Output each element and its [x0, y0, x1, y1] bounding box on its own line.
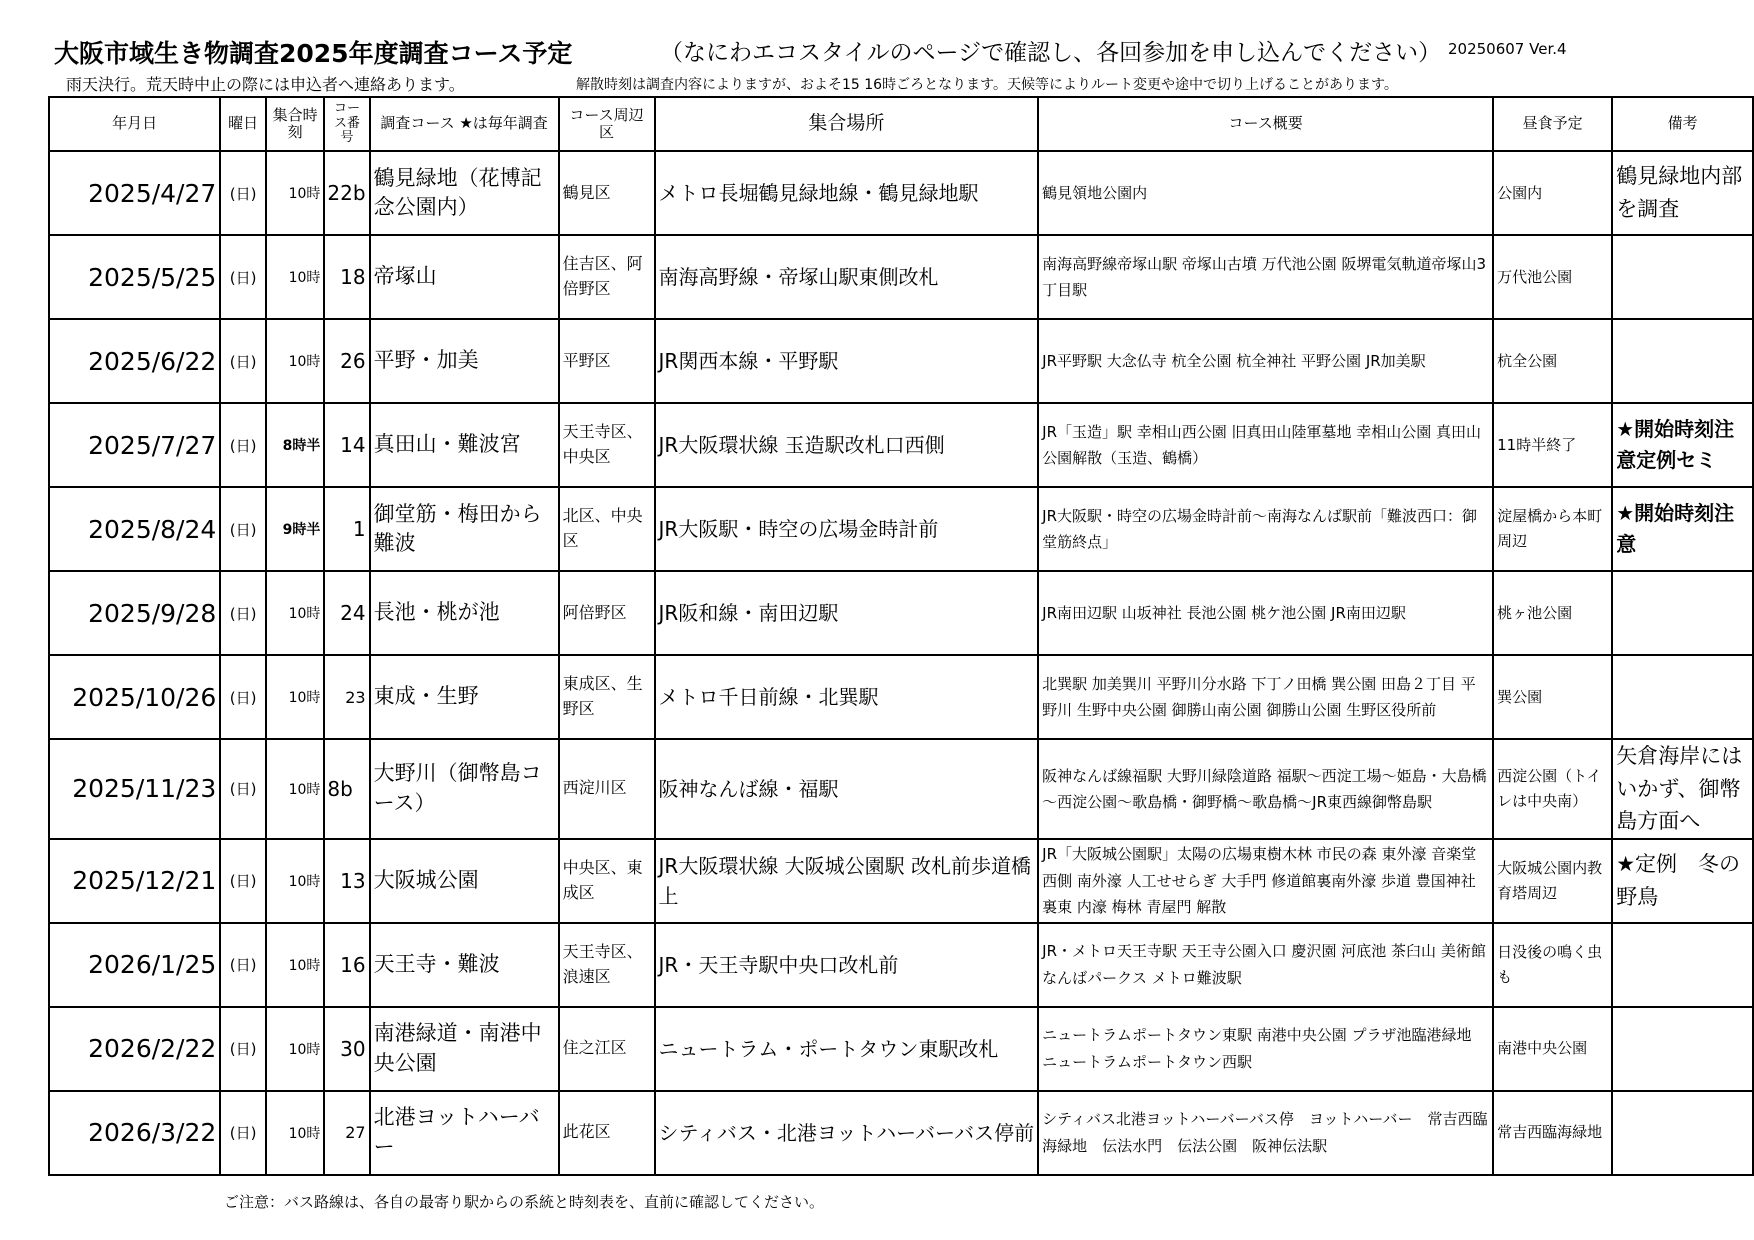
overview-cell: JR南田辺駅 山坂神社 長池公園 桃ケ池公園 JR南田辺駅: [1038, 571, 1493, 655]
remarks-cell: [1612, 923, 1753, 1007]
meeting-place-cell: 阪神なんば線・福駅: [655, 739, 1039, 839]
meeting-place-cell: 南海高野線・帝塚山駅東側改札: [655, 235, 1039, 319]
day-cell: (日): [220, 151, 266, 235]
date-cell: 2025/8/24: [49, 487, 220, 571]
overview-cell: シティバス北港ヨットハーバーバス停 ヨットハーバー 常吉西臨海緑地 伝法水門 伝法公園 阪神伝法駅: [1038, 1091, 1493, 1175]
day-cell: (日): [220, 739, 266, 839]
overview-cell: JR大阪駅・時空の広場金時計前～南海なんば駅前「難波西口：御堂筋終点」: [1038, 487, 1493, 571]
course-cell: 北港ヨットハーバー: [370, 1091, 559, 1175]
table-row: [49, 1007, 1753, 1091]
time-cell: 10時: [266, 1091, 325, 1175]
col-header-course: 調査コース ★は毎年調査: [370, 97, 559, 151]
course-cell: 御堂筋・梅田から難波: [370, 487, 559, 571]
course-cell: 帝塚山: [370, 235, 559, 319]
lunch-cell: 桃ヶ池公園: [1493, 571, 1612, 655]
table-row: [49, 403, 1753, 487]
lunch-cell: 日没後の鳴く虫も: [1493, 923, 1612, 1007]
area-cell: 西淀川区: [559, 739, 655, 839]
area-cell: 天王寺区、中央区: [559, 403, 655, 487]
course-cell: 鶴見緑地（花博記念公園内）: [370, 151, 559, 235]
table-row: [49, 1091, 1753, 1175]
course-number-cell: 1: [324, 487, 369, 571]
day-cell: (日): [220, 655, 266, 739]
page-subtitle: （なにわエコスタイルのページで確認し、各回参加を申し込んでください）: [660, 40, 1442, 66]
day-cell: (日): [220, 571, 266, 655]
meeting-place-cell: JR・天王寺駅中央口改札前: [655, 923, 1039, 1007]
date-cell: 2025/12/21: [49, 839, 220, 923]
meeting-place-cell: シティバス・北港ヨットハーバーバス停前: [655, 1091, 1039, 1175]
weather-note: 雨天決行。荒天時中止の際には申込者へ連絡あります。: [66, 75, 465, 94]
meeting-place-cell: JR大阪環状線 大阪城公園駅 改札前歩道橋上: [655, 839, 1039, 923]
course-cell: 天王寺・難波: [370, 923, 559, 1007]
course-cell: 真田山・難波宮: [370, 403, 559, 487]
page-title: 大阪市域生き物調査2025年度調査コース予定: [54, 39, 573, 68]
time-cell: 10時: [266, 319, 325, 403]
day-cell: (日): [220, 923, 266, 1007]
course-number-cell: 30: [324, 1007, 369, 1091]
overview-cell: 鶴見領地公園内: [1038, 151, 1493, 235]
course-cell: 大阪城公園: [370, 839, 559, 923]
remarks-cell: 鶴見緑地内部を調査: [1612, 151, 1753, 235]
course-cell: 長池・桃が池: [370, 571, 559, 655]
col-header-course-number: コース番号: [324, 97, 369, 151]
course-cell: 東成・生野: [370, 655, 559, 739]
remarks-cell: ★開始時刻注意: [1612, 487, 1753, 571]
meeting-place-cell: JR阪和線・南田辺駅: [655, 571, 1039, 655]
date-cell: 2025/10/26: [49, 655, 220, 739]
time-cell: 10時: [266, 151, 325, 235]
course-number-cell: 27: [324, 1091, 369, 1175]
remarks-cell: [1612, 1091, 1753, 1175]
overview-cell: 阪神なんば線福駅 大野川緑陰道路 福駅～西淀工場～姫島・大島橋～西淀公園～歌島橋・御野橋～歌島橋～JR東西線御幣島駅: [1038, 739, 1493, 839]
overview-cell: JR「玉造」駅 幸相山西公園 旧真田山陸軍墓地 幸相山公園 真田山公園解散（玉造、鶴橋）: [1038, 403, 1493, 487]
meeting-place-cell: ニュートラム・ポートタウン東駅改札: [655, 1007, 1039, 1091]
table-row: [49, 839, 1753, 923]
course-number-cell: 23: [324, 655, 369, 739]
remarks-cell: [1612, 235, 1753, 319]
area-cell: 住吉区、阿倍野区: [559, 235, 655, 319]
col-header-day: 曜日: [220, 97, 266, 151]
col-header-remarks: 備考: [1612, 97, 1753, 151]
course-number-cell: 16: [324, 923, 369, 1007]
date-cell: 2025/5/25: [49, 235, 220, 319]
remarks-cell: ★開始時刻注意定例セミ: [1612, 403, 1753, 487]
day-cell: (日): [220, 1091, 266, 1175]
dismissal-note: 解散時刻は調査内容によりますが、およそ15 16時ごろとなります。天候等によりルート変更や途中で切り上げることがあります。: [576, 77, 1398, 93]
col-header-time: 集合時刻: [266, 97, 325, 151]
area-cell: 鶴見区: [559, 151, 655, 235]
meeting-place-cell: JR関西本線・平野駅: [655, 319, 1039, 403]
day-cell: (日): [220, 487, 266, 571]
day-cell: (日): [220, 319, 266, 403]
date-cell: 2025/11/23: [49, 739, 220, 839]
area-cell: 平野区: [559, 319, 655, 403]
table-row: [49, 655, 1753, 739]
table-row: [49, 739, 1753, 839]
date-cell: 2025/4/27: [49, 151, 220, 235]
time-cell: 10時: [266, 655, 325, 739]
overview-cell: 南海高野線帝塚山駅 帝塚山古墳 万代池公園 阪堺電気軌道帝塚山3丁目駅: [1038, 235, 1493, 319]
time-cell: 10時: [266, 739, 325, 839]
table-row: [49, 571, 1753, 655]
bus-route-note: ご注意：バス路線は、各自の最寄り駅からの系統と時刻表を、直前に確認してください。: [224, 1193, 825, 1211]
time-cell: 8時半: [266, 403, 325, 487]
course-number-cell: 8b: [324, 739, 369, 839]
lunch-cell: 公園内: [1493, 151, 1612, 235]
date-cell: 2026/1/25: [49, 923, 220, 1007]
lunch-cell: 万代池公園: [1493, 235, 1612, 319]
area-cell: 北区、中央区: [559, 487, 655, 571]
overview-cell: 北巽駅 加美巽川 平野川分水路 下丁ノ田橋 巽公園 田島２丁目 平野川 生野中央公園 御勝山南公園 御勝山公園 生野区役所前: [1038, 655, 1493, 739]
area-cell: 住之江区: [559, 1007, 655, 1091]
header-row: [49, 97, 1753, 151]
overview-cell: JR平野駅 大念仏寺 杭全公園 杭全神社 平野公園 JR加美駅: [1038, 319, 1493, 403]
table-row: [49, 923, 1753, 1007]
lunch-cell: 西淀公園（トイレは中央南）: [1493, 739, 1612, 839]
lunch-cell: 11時半終了: [1493, 403, 1612, 487]
time-cell: 10時: [266, 1007, 325, 1091]
course-cell: 平野・加美: [370, 319, 559, 403]
lunch-cell: 巽公園: [1493, 655, 1612, 739]
time-cell: 10時: [266, 235, 325, 319]
course-number-cell: 14: [324, 403, 369, 487]
overview-cell: JR「大阪城公園駅」太陽の広場東樹木林 市民の森 東外濠 音楽堂西側 南外濠 人工せせらぎ 大手門 修道館裏南外濠 歩道 豊国神社裏東 内濠 梅林 青屋門 解散: [1038, 839, 1493, 923]
area-cell: 阿倍野区: [559, 571, 655, 655]
course-cell: 大野川（御幣島コース）: [370, 739, 559, 839]
col-header-lunch: 昼食予定: [1493, 97, 1612, 151]
remarks-cell: [1612, 319, 1753, 403]
col-header-overview: コース概要: [1038, 97, 1493, 151]
version-label: 20250607 Ver.4: [1448, 40, 1567, 58]
table-row: [49, 151, 1753, 235]
date-cell: 2025/9/28: [49, 571, 220, 655]
time-cell: 10時: [266, 571, 325, 655]
table-row: [49, 487, 1753, 571]
table-row: [49, 319, 1753, 403]
area-cell: 此花区: [559, 1091, 655, 1175]
lunch-cell: 淀屋橋から本町周辺: [1493, 487, 1612, 571]
overview-cell: JR・メトロ天王寺駅 天王寺公園入口 慶沢園 河底池 茶臼山 美術館 なんばパークス メトロ難波駅: [1038, 923, 1493, 1007]
lunch-cell: 常吉西臨海緑地: [1493, 1091, 1612, 1175]
remarks-cell: [1612, 655, 1753, 739]
day-cell: (日): [220, 235, 266, 319]
area-cell: 中央区、東成区: [559, 839, 655, 923]
meeting-place-cell: JR大阪環状線 玉造駅改札口西側: [655, 403, 1039, 487]
date-cell: 2026/2/22: [49, 1007, 220, 1091]
day-cell: (日): [220, 403, 266, 487]
meeting-place-cell: メトロ千日前線・北巽駅: [655, 655, 1039, 739]
col-header-meeting-place: 集合場所: [655, 97, 1039, 151]
day-cell: (日): [220, 1007, 266, 1091]
meeting-place-cell: メトロ長堀鶴見緑地線・鶴見緑地駅: [655, 151, 1039, 235]
remarks-cell: [1612, 571, 1753, 655]
remarks-cell: ★定例 冬の野鳥: [1612, 839, 1753, 923]
course-cell: 南港緑道・南港中央公園: [370, 1007, 559, 1091]
date-cell: 2026/3/22: [49, 1091, 220, 1175]
lunch-cell: 南港中央公園: [1493, 1007, 1612, 1091]
area-cell: 東成区、生野区: [559, 655, 655, 739]
day-cell: (日): [220, 839, 266, 923]
course-number-cell: 13: [324, 839, 369, 923]
remarks-cell: 矢倉海岸にはいかず、御幣島方面へ: [1612, 739, 1753, 839]
date-cell: 2025/6/22: [49, 319, 220, 403]
table-row: [49, 235, 1753, 319]
course-number-cell: 22b: [324, 151, 369, 235]
lunch-cell: 杭全公園: [1493, 319, 1612, 403]
time-cell: 10時: [266, 839, 325, 923]
course-number-cell: 26: [324, 319, 369, 403]
time-cell: 10時: [266, 923, 325, 1007]
date-cell: 2025/7/27: [49, 403, 220, 487]
overview-cell: ニュートラムポートタウン東駅 南港中央公園 プラザ池臨港緑地 ニュートラムポートタウン西駅: [1038, 1007, 1493, 1091]
meeting-place-cell: JR大阪駅・時空の広場金時計前: [655, 487, 1039, 571]
area-cell: 天王寺区、浪速区: [559, 923, 655, 1007]
remarks-cell: [1612, 1007, 1753, 1091]
time-cell: 9時半: [266, 487, 325, 571]
course-number-cell: 18: [324, 235, 369, 319]
lunch-cell: 大阪城公園内教育塔周辺: [1493, 839, 1612, 923]
col-header-date: 年月日: [49, 97, 220, 151]
course-number-cell: 24: [324, 571, 369, 655]
schedule-table: [48, 96, 1754, 1176]
col-header-area: コース周辺区: [559, 97, 655, 151]
